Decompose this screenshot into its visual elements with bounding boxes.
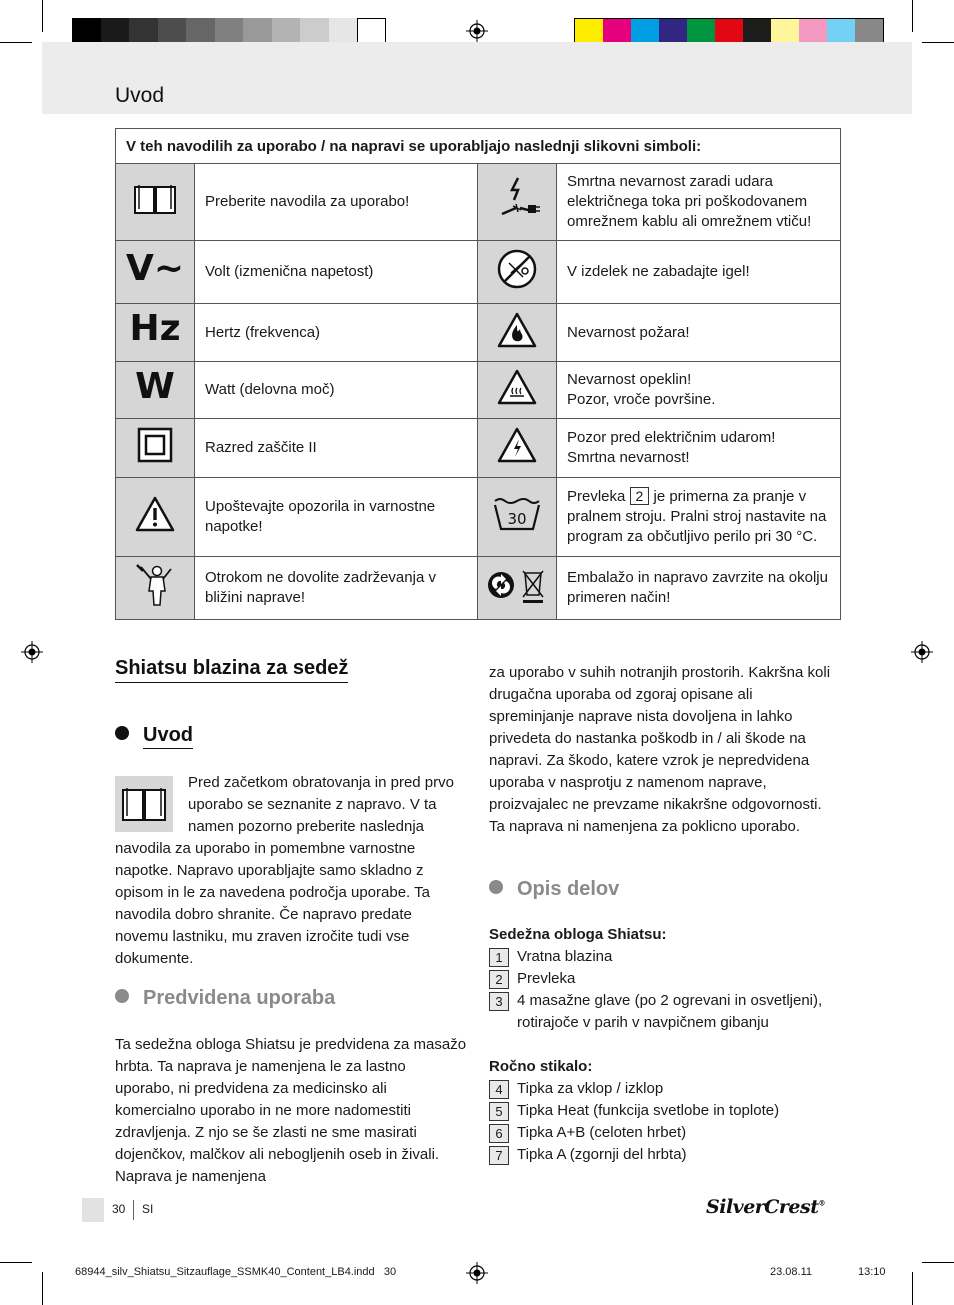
table-row — [116, 557, 841, 620]
bullet-icon — [489, 880, 503, 894]
part-number-box: 1 — [489, 948, 509, 967]
seat-parts-section — [489, 924, 841, 1034]
symbol-description: Pozor pred električnim udarom! Smrtna nevarnost! — [557, 419, 841, 478]
hertz-icon: Hz — [116, 304, 195, 362]
switch-parts-section — [489, 1056, 841, 1166]
symbols-table — [115, 128, 841, 620]
list-item — [489, 1100, 841, 1122]
symbols-table-heading-row — [116, 129, 841, 164]
crop-mark — [912, 1272, 913, 1305]
no-needles-icon — [478, 241, 557, 304]
part-label: 4 masažne glave (po 2 ogrevani in osvetljeni), rotirajoče v parih v navpičnem gibanju — [517, 992, 823, 1031]
symbol-description: Otrokom ne dovolite zadrževanja v bližini naprave! — [195, 557, 478, 620]
wash-temperature-label: 30 — [507, 510, 527, 528]
crop-mark — [912, 0, 913, 32]
bullet-icon — [115, 989, 129, 1003]
part-label: Tipka A (zgornji del hrbta) — [517, 1146, 687, 1163]
intended-use-heading: Predvidena uporaba — [115, 987, 335, 1010]
part-number-box: 2 — [489, 970, 509, 989]
header-band — [42, 42, 912, 114]
part-number-box: 5 — [489, 1102, 509, 1121]
part-label: Tipka A+B (celoten hrbet) — [517, 1124, 687, 1141]
slug-date: 23.08.11 — [770, 1266, 813, 1278]
electric-shock-icon — [478, 419, 557, 478]
table-row — [116, 478, 841, 557]
symbol-description: Hertz (frekvenca) — [195, 304, 478, 362]
slug-file-name: 68944_silv_Shiatsu_Sitzauflage_SSMK40_Content_LB4.indd 30 — [75, 1266, 397, 1278]
part-number-box: 2 — [630, 487, 650, 505]
seat-parts-list — [489, 946, 841, 1034]
crop-mark — [0, 1262, 32, 1263]
crop-mark — [922, 1262, 954, 1263]
list-item — [489, 1122, 841, 1144]
wash-30-icon — [478, 478, 557, 557]
switch-parts-list — [489, 1078, 841, 1166]
symbol-description: Watt (delovna moč) — [195, 362, 478, 419]
registration-mark-icon — [21, 641, 43, 663]
table-row — [116, 164, 841, 241]
registration-mark-icon — [466, 1262, 488, 1284]
mains-cable-shock-icon — [478, 164, 557, 241]
symbol-description: Nevarnost požara! — [557, 304, 841, 362]
table-row — [116, 241, 841, 304]
bullet-icon — [115, 726, 129, 740]
table-row — [116, 304, 841, 362]
table-row — [116, 419, 841, 478]
intro-paragraph: Pred začetkom obratovanja in pred prvo uporabo se seznanite z napravo. V ta namen pozorno preberite naslednja navodila za uporabo in pomembne varnostne napotke. Napravo uporabljajte samo skladno z opisom in le za navedena področja uporabe. Ta navodila dobro shranite. Če napravo predate novemu lastniku, mu zraven izročite tudi vse dokumente. — [115, 774, 454, 967]
symbol-description: Nevarnost opeklin! Pozor, vroče površine. — [557, 362, 841, 419]
crop-mark — [42, 1272, 43, 1305]
section-title: Shiatsu blazina za sedež — [115, 657, 348, 683]
part-number-box: 3 — [489, 992, 509, 1011]
list-item — [489, 968, 841, 990]
list-item — [489, 1078, 841, 1100]
part-number-box: 4 — [489, 1080, 509, 1099]
symbol-description: Upoštevajte opozorila in varnostne napotke! — [195, 478, 478, 557]
protection-class-2-icon — [116, 419, 195, 478]
part-label: Tipka za vklop / izklop — [517, 1080, 664, 1097]
parts-description-heading: Opis delov — [489, 878, 619, 901]
table-row — [116, 362, 841, 419]
list-item — [489, 990, 841, 1034]
watt-icon: W — [116, 362, 195, 419]
symbol-description: Prevleka 2 je primerna za pranje v pralnem stroju. Pralni stroj nastavite na program za občutljivo perilo pri 30 °C. — [557, 478, 841, 557]
symbol-description: Embalažo in napravo zavrzite na okolju primeren način! — [557, 557, 841, 620]
part-label: Vratna blazina — [517, 948, 613, 965]
footer-divider — [133, 1200, 134, 1220]
intended-use-paragraph: Ta sedežna obloga Shiatsu je predvidena za masažo hrbta. Ta naprava je namenjena le za lastno uporabo, ni predvidena za medicinsko ali komercialno uporabo in ne more nadomestiti zdravljenja. Z njo se še zlasti ne sme masirati dojenčkov, malčkov ali nebogljenih oseb in živali. Naprava je namenjena — [115, 1036, 467, 1185]
part-number-box: 6 — [489, 1124, 509, 1143]
symbol-description: Razred zaščite II — [195, 419, 478, 478]
warning-icon — [116, 478, 195, 557]
list-item — [489, 946, 841, 968]
language-code: SI — [142, 1202, 154, 1216]
symbol-description: Smrtna nevarnost zaradi udara električnega toka pri poškodovanem omrežnem kablu ali omrežnem vtiču! — [557, 164, 841, 241]
symbols-table-heading: V teh navodilih za uporabo / na napravi se uporabljajo naslednji slikovni simboli: — [116, 129, 841, 164]
children-icon — [116, 557, 195, 620]
symbol-description: Volt (izmenična napetost) — [195, 241, 478, 304]
symbol-description: V izdelek ne zabadajte igel! — [557, 241, 841, 304]
book-icon — [116, 164, 195, 241]
crop-mark — [0, 42, 32, 43]
seat-parts-label: Sedežna obloga Shiatsu: — [489, 926, 667, 943]
symbol-description: Preberite navodila za uporabo! — [195, 164, 478, 241]
recycling-icon — [478, 557, 557, 620]
hot-surface-icon — [478, 362, 557, 419]
registration-mark-icon — [466, 20, 488, 42]
slug-time: 13:10 — [858, 1266, 886, 1278]
page-number-box — [82, 1198, 104, 1222]
crop-mark — [42, 0, 43, 32]
part-label: Tipka Heat (funkcija svetlobe in toplote) — [517, 1102, 780, 1119]
switch-parts-label: Ročno stikalo: — [489, 1058, 593, 1075]
page-number: 30 — [112, 1202, 126, 1216]
fire-warning-icon — [478, 304, 557, 362]
part-number-box: 7 — [489, 1146, 509, 1165]
crop-mark — [922, 42, 954, 43]
part-label: Prevleka — [517, 970, 576, 987]
intended-use-continued-paragraph: za uporabo v suhih notranjih prostorih. Kakršna koli drugačna uporaba od zgoraj opisane ali spreminjanje naprave nista dovoljena in lahko privedeta do nastanka poškodb in / ali škode na napravi. Za škodo, katere vzrok je nepredvidena uporaba v nasprotju z namenom naprave, proizvajalec ne prevzame nikakršne odgovornosti. Ta naprava ni namenjena za poklicno uporabo. — [489, 664, 831, 835]
intro-heading: Uvod — [115, 724, 193, 747]
list-item — [489, 1144, 841, 1166]
volt-icon: V~ — [116, 241, 195, 304]
registration-mark-icon — [911, 641, 933, 663]
brand-logo: SilverCrest® — [706, 1196, 825, 1218]
page-title: Uvod — [115, 84, 165, 107]
